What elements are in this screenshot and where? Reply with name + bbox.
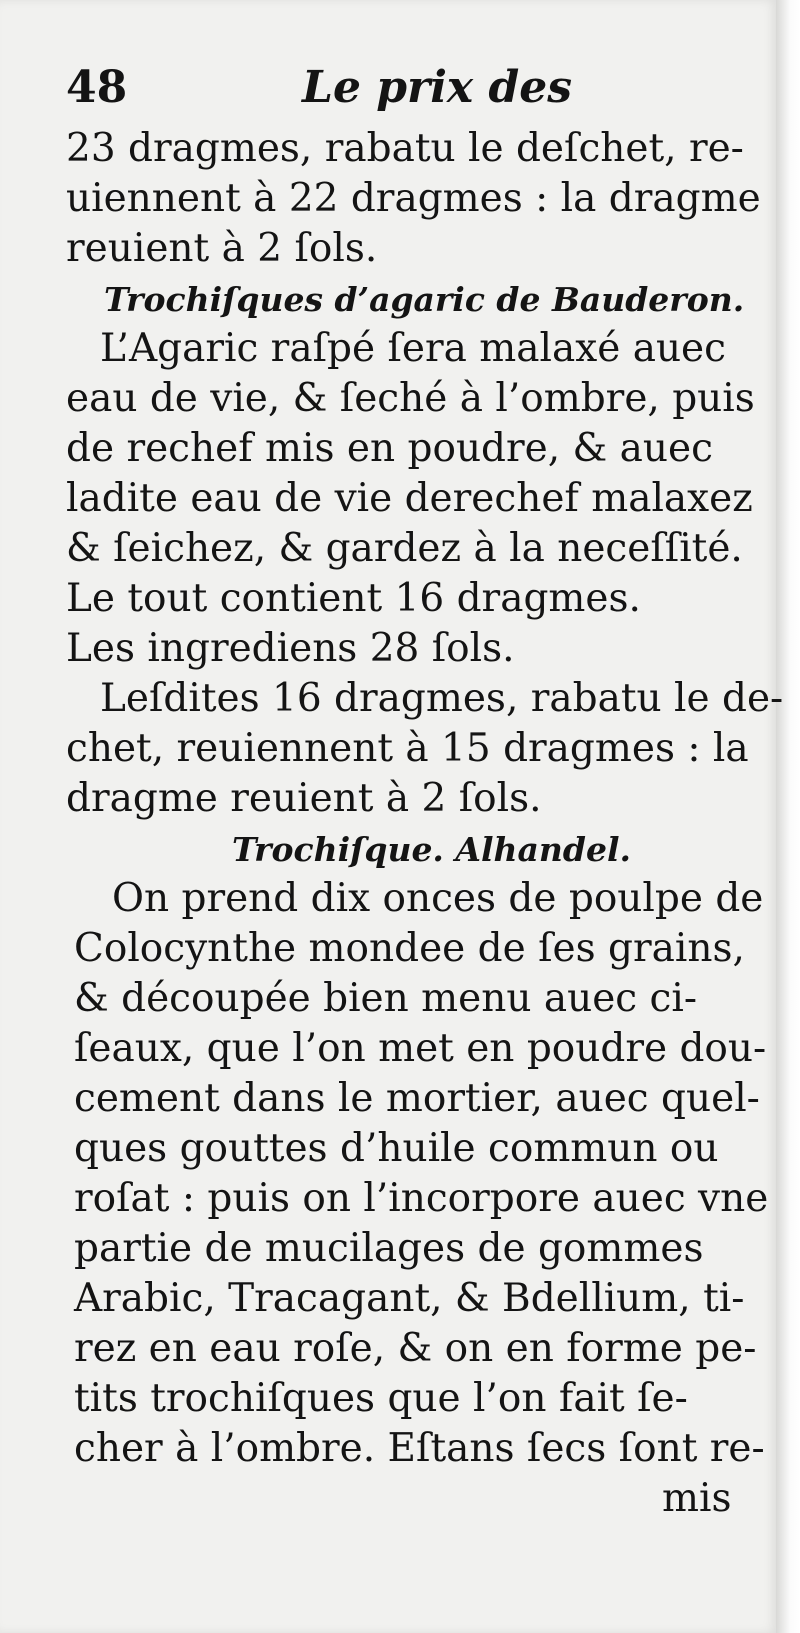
text-line-16: On prend dix onces de poulpe de bbox=[112, 876, 764, 921]
page-number: 48 bbox=[66, 62, 128, 113]
section-heading-agaric: Trochiſques d’agaric de Bauderon. bbox=[104, 280, 745, 319]
text-line-21: ques gouttes d’huile commun ou bbox=[74, 1126, 719, 1171]
text-line-20: cement dans le mortier, auec quel- bbox=[74, 1076, 760, 1121]
text-line-10: Le tout contient 16 dragmes. bbox=[66, 576, 641, 621]
text-line-19: ſeaux, que l’on met en poudre dou- bbox=[74, 1026, 767, 1071]
text-line-7: de rechef mis en poudre, & auec bbox=[66, 426, 713, 471]
text-line-1: 23 dragmes, rabatu le deſchet, re- bbox=[66, 126, 744, 171]
text-line-3: reuient à 2 ſols. bbox=[66, 226, 378, 271]
text-line-8: ladite eau de vie derechef malaxez bbox=[66, 476, 753, 521]
catchword: mis bbox=[662, 1476, 732, 1521]
text-line-5: L’Agaric raſpé ſera malaxé auec bbox=[100, 326, 726, 371]
text-line-9: & ſeichez, & gardez à la neceſſité. bbox=[66, 526, 743, 571]
text-line-17: Colocynthe mondee de ſes grains, bbox=[74, 926, 745, 971]
text-line-25: rez en eau roſe, & on en forme pe- bbox=[74, 1326, 757, 1371]
text-line-12: Leſdites 16 dragmes, rabatu le de- bbox=[100, 676, 784, 721]
text-line-27: cher à l’ombre. Eſtans ſecs ſont re- bbox=[74, 1426, 765, 1471]
text-line-13: chet, reuiennent à 15 dragmes : la bbox=[66, 726, 749, 771]
text-line-14: dragme reuient à 2 ſols. bbox=[66, 776, 542, 821]
text-line-26: tits trochiſques que l’on fait ſe- bbox=[74, 1376, 688, 1421]
text-line-18: & découpée bien menu auec ci- bbox=[74, 976, 698, 1021]
text-line-6: eau de vie, & ſeché à l’ombre, puis bbox=[66, 376, 755, 421]
page-header bbox=[66, 62, 586, 122]
running-title: Le prix des bbox=[302, 62, 572, 113]
text-line-22: roſat : puis on l’incorpore auec vne bbox=[74, 1176, 769, 1221]
text-line-2: uiennent à 22 dragmes : la dragme bbox=[66, 176, 761, 221]
text-line-11: Les ingrediens 28 ſols. bbox=[66, 626, 515, 671]
section-heading-alhandel: Trochiſque. Alhandel. bbox=[232, 830, 632, 869]
text-line-24: Arabic, Tracagant, & Bdellium, ti- bbox=[74, 1276, 745, 1321]
page-edge bbox=[776, 0, 800, 1633]
text-line-23: partie de mucilages de gommes bbox=[74, 1226, 704, 1271]
